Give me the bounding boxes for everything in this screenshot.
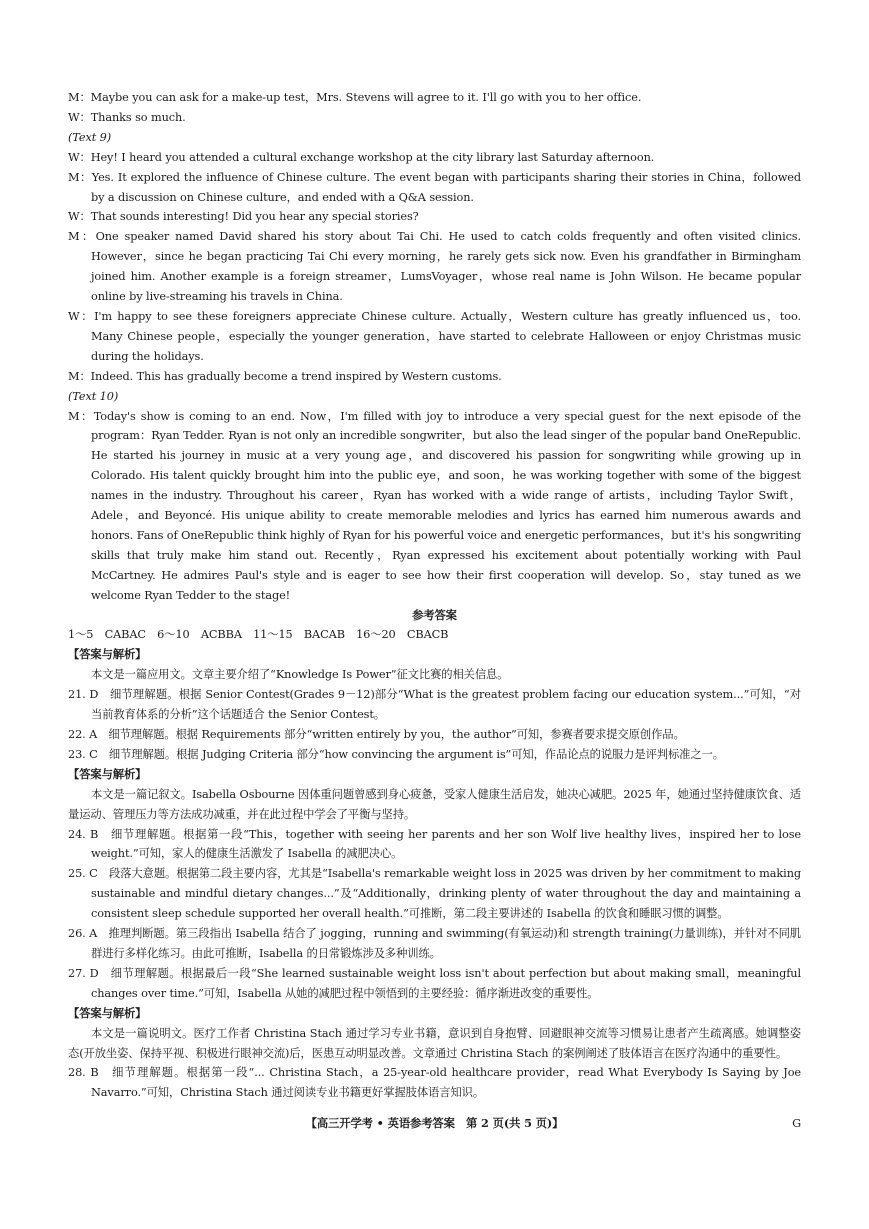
- answer-item: 26. A 推理判断题。第三段指出 Isabella 结合了 jogging，running and swimming(有氧运动)和 strength training(力量训练)，并针对不同肌群进行多样化练习。由此可推断，Isabella 的日常锻炼涉及多种训练。: [68, 927, 801, 960]
- transcript-line: W：That sounds interesting! Did you hear any special stories?: [68, 210, 419, 224]
- answer-item: 24. B 细节理解题。根据第一段“This，together with seeing her parents and her son Wolf live healthy lives，inspired her to lose weight.”可知，家人的健康生活激发了 Isabella 的减肥决心。: [68, 827, 801, 861]
- section-intro: 本文是一篇记叙文。Isabella Osbourne 因体重问题曾感到身心疲惫，受家人健康生活启发，她决心减肥。2025 年，她通过坚持健康饮食、适量运动、管理压力等方法成功减重，并在此过程中学会了平衡与坚持。: [68, 787, 801, 821]
- answer-item: 25. C 段落大意题。根据第二段主要内容，尤其是“Isabella's remarkable weight loss in 2025 was driven by her commitment to making sustainable and mindful dietary changes...”及“Additionally，drinking plenty of water throughout the day and maintaining a consistent sleep schedule supported her overall health.”可推断，第二段主要讲述的 Isabella 的饮食和睡眠习惯的调整。: [68, 867, 801, 921]
- transcript-line: W：I'm happy to see these foreigners appreciate Chinese culture. Actually，Western culture has greatly influenced us，too. Many Chinese people，especially the younger generation，have started to celebrate Halloween or enjoy Christmas music during the holidays.: [68, 309, 801, 363]
- answer-item: 22. A 细节理解题。根据 Requirements 部分“written entirely by you，the author”可知，参赛者要求提交原创作品。: [68, 728, 685, 741]
- transcript-line: M：Yes. It explored the influence of Chinese culture. The event began with participants sharing their stories in China，followed by a discussion on Chinese culture，and ended with a Q&A session.: [68, 170, 801, 204]
- page-footer: 【高三开学考 • 英语参考答案 第 2 页(共 5 页)】: [305, 1116, 564, 1130]
- section-intro: 本文是一篇应用文。文章主要介绍了“Knowledge Is Power”征文比赛的相关信息。: [91, 668, 509, 682]
- transcript-line: M：One speaker named David shared his story about Tai Chi. He used to catch colds frequently and often visited clinics. However，since he began practicing Tai Chi every morning，he rarely gets sick now. Even his grandfather in Birmingham joined him. Another example is a foreign streamer，LumsVoyager，whose real name is John Wilson. He became popular online by live-streaming his travels in China.: [68, 230, 801, 304]
- transcript-line: W：Thanks so much.: [68, 110, 186, 124]
- version-letter: G: [792, 1117, 801, 1130]
- section-label: 【答案与解析】: [68, 1005, 147, 1020]
- answer-key: 1～5 CABAC 6～10 ACBBA 11～15 BACAB 16～20 CBACB: [68, 628, 449, 642]
- answer-item: 21. D 细节理解题。根据 Senior Contest(Grades 9－12)部分“What is the greatest problem facing our education system...”可知，“对当前教育体系的分析”这个话题适合 the Senior Contest。: [68, 688, 801, 722]
- transcript-line: M：Today's show is coming to an end. Now，I'm filled with joy to introduce a very special guest for the next episode of the program：Ryan Tedder. Ryan is not only an incredible songwriter，but also the lead singer of the popular band OneRepublic. He started his journey in music at a very young age，and discovered his passion for songwriting while growing up in Colorado. His talent quickly brought him into the public eye，and soon，he was working together with some of the biggest names in the industry. Throughout his career，Ryan has worked with a wide range of artists，including Taylor Swift，Adele，and Beyoncé. His unique ability to create memorable melodies and lyrics has earned him numerous awards and honors. Fans of OneRepublic think highly of Ryan for his powerful voice and energetic performances，but it's his songwriting skills that truly make him stand out. Recently，Ryan expressed his excitement about potentially working with Paul McCartney. He admires Paul's style and is eager to see how their first cooperation will develop. So，stay tuned as we welcome Ryan Tedder to the stage!: [68, 409, 801, 602]
- answers-title: 参考答案: [412, 607, 457, 622]
- transcript-line: M：Maybe you can ask for a make-up test，Mrs. Stevens will agree to it. I'll go with you to her office.: [68, 91, 642, 104]
- section-label: 【答案与解析】: [68, 647, 147, 662]
- transcript-line: W：Hey! I heard you attended a cultural exchange workshop at the city library last Saturday afternoon.: [68, 150, 655, 164]
- section-label: 【答案与解析】: [68, 766, 147, 781]
- text10-label: (Text 10): [68, 389, 119, 403]
- section-intro: 本文是一篇说明文。医疗工作者 Christina Stach 通过学习专业书籍，意识到自身抱臂、回避眼神交流等习惯易让患者产生疏离感。她调整姿态(开放坐姿、保持平视、积极进行眼神交流)后，医患互动明显改善。文章通过 Christina Stach 的案例阐述了肢体语言在医疗沟通中的重要性。: [68, 1026, 801, 1060]
- text9-label: (Text 9): [68, 130, 112, 144]
- answer-item: 28. B 细节理解题。根据第一段“... Christina Stach，a 25-year-old healthcare provider，read What Everybody Is Saying by Joe Navarro.”可知，Christina Stach 通过阅读专业书籍更好掌握肢体语言知识。: [68, 1066, 801, 1100]
- transcript-line: M：Indeed. This has gradually become a trend inspired by Western customs.: [68, 369, 502, 383]
- answer-item: 27. D 细节理解题。根据最后一段“She learned sustainable weight loss isn't about perfection but about making small，meaningful changes over time.”可知，Isabella 从她的减肥过程中领悟到的主要经验：循序渐进改变的重要性。: [68, 966, 801, 1000]
- answer-item: 23. C 细节理解题。根据 Judging Criteria 部分“how convincing the argument is”可知，作品论点的说服力是评判标准之一。: [68, 747, 724, 761]
